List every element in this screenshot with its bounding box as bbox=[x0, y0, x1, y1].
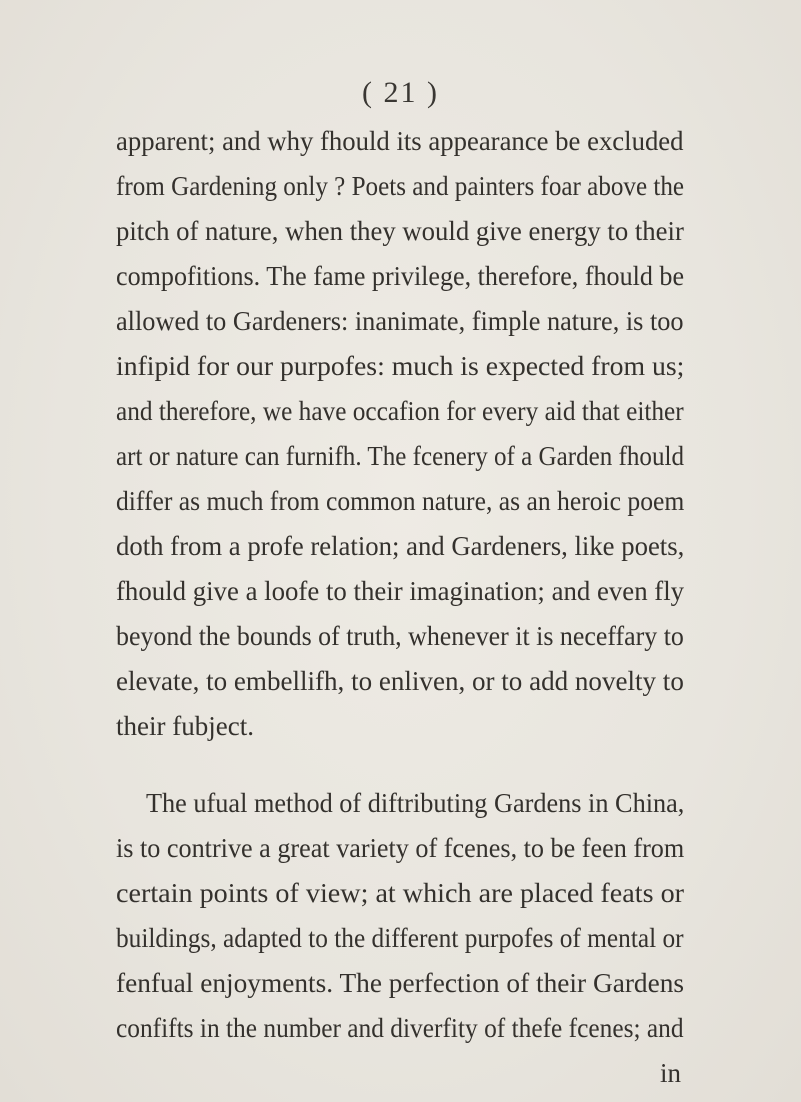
text-line: compofitions. The fame privilege, therefore, fhould be bbox=[116, 261, 685, 291]
text-line: pitch of nature, when they would give energy to their bbox=[116, 216, 684, 246]
text-line: certain points of view; at which are placed feats or bbox=[116, 878, 685, 908]
text-line: infipid for our purpofes: much is expected from us; bbox=[116, 351, 685, 381]
text-line: art or nature can furnifh. The fcenery of a Garden fhould bbox=[116, 441, 684, 471]
text-line: confifts in the number and diverfity of thefe fcenes; and bbox=[116, 1013, 684, 1043]
text-line: elevate, to embellifh, to enliven, or to add novelty to bbox=[116, 666, 684, 696]
text-line: and therefore, we have occafion for every aid that either bbox=[116, 396, 684, 426]
text-line: beyond the bounds of truth, whenever it is neceffary to bbox=[116, 621, 684, 651]
text-line: fenfual enjoyments. The perfection of their Gardens bbox=[116, 968, 685, 998]
text-line: buildings, adapted to the different purpofes of mental or bbox=[116, 923, 684, 953]
text-line: doth from a profe relation; and Gardeners, like poets, bbox=[116, 531, 685, 561]
text-line: fhould give a loofe to their imagination; and even fly bbox=[116, 576, 685, 606]
text-line: apparent; and why fhould its appearance be excluded bbox=[116, 126, 684, 156]
text-line: from Gardening only ? Poets and painters foar above the bbox=[116, 171, 685, 201]
catchword: in bbox=[660, 1058, 682, 1088]
text-line: allowed to Gardeners: inanimate, fimple nature, is too bbox=[116, 306, 684, 336]
text-line: their fubject. bbox=[116, 711, 254, 741]
page-number: ( 21 ) bbox=[362, 76, 439, 109]
text-line: differ as much from common nature, as an heroic poem bbox=[116, 486, 685, 516]
text-line: The ufual method of diftributing Gardens in China, bbox=[146, 788, 685, 818]
text-line: is to contrive a great variety of fcenes, to be feen from bbox=[116, 833, 685, 863]
